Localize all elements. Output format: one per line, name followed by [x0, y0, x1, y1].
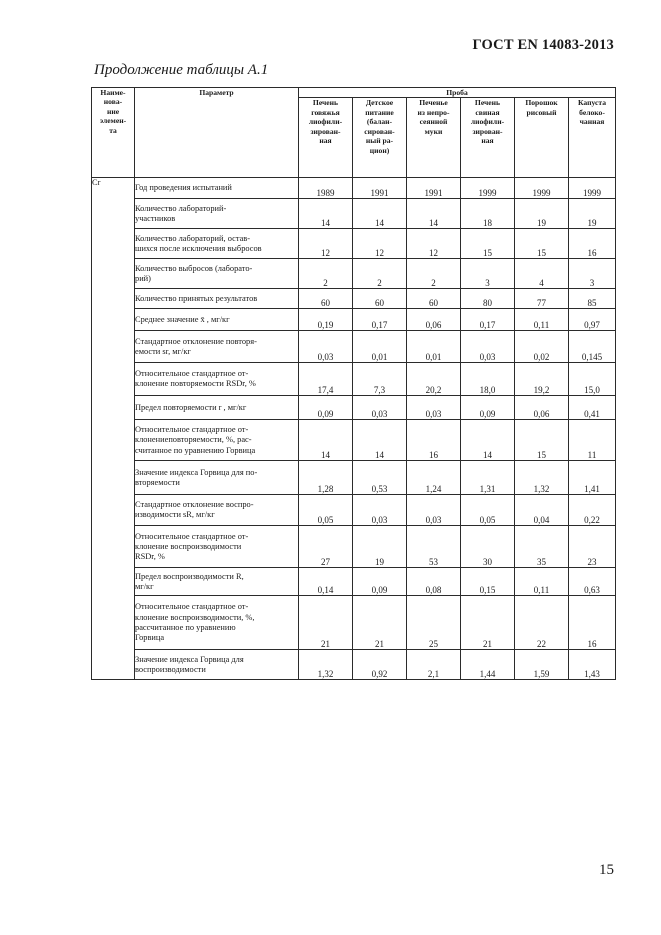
value-cell: 1,59	[515, 650, 569, 680]
parameter-cell: Относительное стандартное от- клонение повторяемости RSDr, %	[135, 363, 299, 396]
value-cell: 0,06	[515, 396, 569, 420]
element-column-header: Наиме- нова- ние элемен- та	[92, 88, 135, 178]
table-row	[92, 396, 616, 420]
value-cell: 1999	[569, 178, 616, 199]
value-cell: 15	[515, 229, 569, 259]
value-cell: 1991	[353, 178, 407, 199]
value-cell: 1,32	[299, 650, 353, 680]
parameter-cell: Количество лабораторий, остав- шихся после исключения выбросов	[135, 229, 299, 259]
value-cell: 85	[569, 289, 616, 309]
value-cell: 0,17	[461, 309, 515, 331]
table-row	[92, 495, 616, 526]
parameter-cell: Значение индекса Горвица для по- вторяемости	[135, 461, 299, 495]
value-cell: 0,19	[299, 309, 353, 331]
value-cell: 16	[569, 596, 616, 650]
value-cell: 80	[461, 289, 515, 309]
value-cell: 30	[461, 526, 515, 568]
value-cell: 0,15	[461, 568, 515, 596]
value-cell: 0,05	[299, 495, 353, 526]
value-cell: 60	[299, 289, 353, 309]
value-cell: 14	[299, 420, 353, 461]
parameter-cell: Относительное стандартное от- клонение воспроизводимости RSDr, %	[135, 526, 299, 568]
table-row	[92, 289, 616, 309]
value-cell: 0,97	[569, 309, 616, 331]
value-cell: 16	[407, 420, 461, 461]
sample-header: Капуста белоко- чанная	[569, 98, 616, 178]
table-row	[92, 650, 616, 680]
value-cell: 1,41	[569, 461, 616, 495]
table-row	[92, 526, 616, 568]
value-cell: 0,01	[407, 331, 461, 363]
value-cell: 0,145	[569, 331, 616, 363]
sample-header: Печень говяжья лиофили- зирован- ная	[299, 98, 353, 178]
value-cell: 3	[461, 259, 515, 289]
value-cell: 19	[569, 199, 616, 229]
parameter-cell: Год проведения испытаний	[135, 178, 299, 199]
value-cell: 0,02	[515, 331, 569, 363]
value-cell: 0,03	[353, 396, 407, 420]
parameter-cell: Предел повторяемости r , мг/кг	[135, 396, 299, 420]
value-cell: 17,4	[299, 363, 353, 396]
value-cell: 2	[353, 259, 407, 289]
value-cell: 0,03	[299, 331, 353, 363]
value-cell: 0,11	[515, 309, 569, 331]
value-cell: 1989	[299, 178, 353, 199]
value-cell: 15	[461, 229, 515, 259]
value-cell: 0,06	[407, 309, 461, 331]
value-cell: 7,3	[353, 363, 407, 396]
parameter-cell: Количество выбросов (лаборато- рий)	[135, 259, 299, 289]
parameter-cell: Значение индекса Горвица для воспроизводимости	[135, 650, 299, 680]
table-row	[92, 309, 616, 331]
value-cell: 1,44	[461, 650, 515, 680]
parameter-cell: Относительное стандартное от- клонение воспроизводимости, %, рассчитанное по уравнению Горвица	[135, 596, 299, 650]
value-cell: 0,09	[353, 568, 407, 596]
value-cell: 0,09	[461, 396, 515, 420]
value-cell: 27	[299, 526, 353, 568]
table-row	[92, 461, 616, 495]
parameter-cell: Стандартное отклонение воспро- изводимости sR, мг/кг	[135, 495, 299, 526]
standard-code: ГОСТ EN 14083-2013	[472, 37, 614, 53]
value-cell: 18	[461, 199, 515, 229]
value-cell: 20,2	[407, 363, 461, 396]
value-cell: 1,28	[299, 461, 353, 495]
value-cell: 2	[299, 259, 353, 289]
value-cell: 19,2	[515, 363, 569, 396]
value-cell: 0,53	[353, 461, 407, 495]
value-cell: 14	[407, 199, 461, 229]
sample-header: Детское питание (балан- сирован- ный ра- цион)	[353, 98, 407, 178]
table-row	[92, 363, 616, 396]
value-cell: 15,0	[569, 363, 616, 396]
value-cell: 19	[515, 199, 569, 229]
sample-header: Печень свиная лиофили- зирован- ная	[461, 98, 515, 178]
value-cell: 12	[407, 229, 461, 259]
value-cell: 0,17	[353, 309, 407, 331]
value-cell: 0,09	[299, 396, 353, 420]
sample-group-header: Проба	[299, 88, 616, 98]
sample-header: Порошок рисовый	[515, 98, 569, 178]
value-cell: 60	[407, 289, 461, 309]
table-row	[92, 420, 616, 461]
parameter-cell: Относительное стандартное от- клонениеповторяемости, %, рас- считанное по уравнению Горвица	[135, 420, 299, 461]
value-cell: 3	[569, 259, 616, 289]
value-cell: 53	[407, 526, 461, 568]
table-row	[92, 178, 616, 199]
value-cell: 0,03	[407, 396, 461, 420]
parameter-column-header: Параметр	[135, 88, 299, 178]
value-cell: 0,03	[407, 495, 461, 526]
table-row	[92, 229, 616, 259]
value-cell: 14	[461, 420, 515, 461]
value-cell: 0,04	[515, 495, 569, 526]
value-cell: 18,0	[461, 363, 515, 396]
table-row	[92, 331, 616, 363]
value-cell: 0,01	[353, 331, 407, 363]
value-cell: 2	[407, 259, 461, 289]
value-cell: 77	[515, 289, 569, 309]
table-row	[92, 259, 616, 289]
parameter-cell: Количество принятых результатов	[135, 289, 299, 309]
table-row	[92, 568, 616, 596]
value-cell: 35	[515, 526, 569, 568]
value-cell: 12	[299, 229, 353, 259]
value-cell: 15	[515, 420, 569, 461]
value-cell: 21	[299, 596, 353, 650]
value-cell: 1,24	[407, 461, 461, 495]
value-cell: 4	[515, 259, 569, 289]
value-cell: 23	[569, 526, 616, 568]
value-cell: 0,41	[569, 396, 616, 420]
value-cell: 14	[353, 420, 407, 461]
value-cell: 16	[569, 229, 616, 259]
parameter-cell: Предел воспроизводимости R, мг/кг	[135, 568, 299, 596]
value-cell: 60	[353, 289, 407, 309]
value-cell: 14	[353, 199, 407, 229]
element-cell: Cr	[92, 178, 135, 680]
value-cell: 1,32	[515, 461, 569, 495]
parameter-cell: Среднее значение x̄ , мг/кг	[135, 309, 299, 331]
value-cell: 25	[407, 596, 461, 650]
results-table	[91, 87, 616, 680]
value-cell: 0,92	[353, 650, 407, 680]
value-cell: 21	[353, 596, 407, 650]
table-row	[92, 596, 616, 650]
parameter-cell: Стандартное отклонение повторя- емости sr, мг/кг	[135, 331, 299, 363]
page-number: 15	[599, 862, 614, 878]
value-cell: 0,08	[407, 568, 461, 596]
value-cell: 1,31	[461, 461, 515, 495]
value-cell: 21	[461, 596, 515, 650]
table-row	[92, 199, 616, 229]
value-cell: 22	[515, 596, 569, 650]
value-cell: 0,22	[569, 495, 616, 526]
value-cell: 2,1	[407, 650, 461, 680]
value-cell: 1999	[515, 178, 569, 199]
value-cell: 11	[569, 420, 616, 461]
parameter-cell: Количество лабораторий- участников	[135, 199, 299, 229]
value-cell: 1991	[407, 178, 461, 199]
value-cell: 0,05	[461, 495, 515, 526]
value-cell: 1999	[461, 178, 515, 199]
sample-header: Печенье из непро- сеянной муки	[407, 98, 461, 178]
value-cell: 19	[353, 526, 407, 568]
value-cell: 0,03	[461, 331, 515, 363]
value-cell: 0,11	[515, 568, 569, 596]
value-cell: 12	[353, 229, 407, 259]
value-cell: 14	[299, 199, 353, 229]
value-cell: 0,03	[353, 495, 407, 526]
value-cell: 1,43	[569, 650, 616, 680]
value-cell: 0,63	[569, 568, 616, 596]
table-continuation-label: Продолжение таблицы А.1	[94, 62, 269, 78]
value-cell: 0,14	[299, 568, 353, 596]
